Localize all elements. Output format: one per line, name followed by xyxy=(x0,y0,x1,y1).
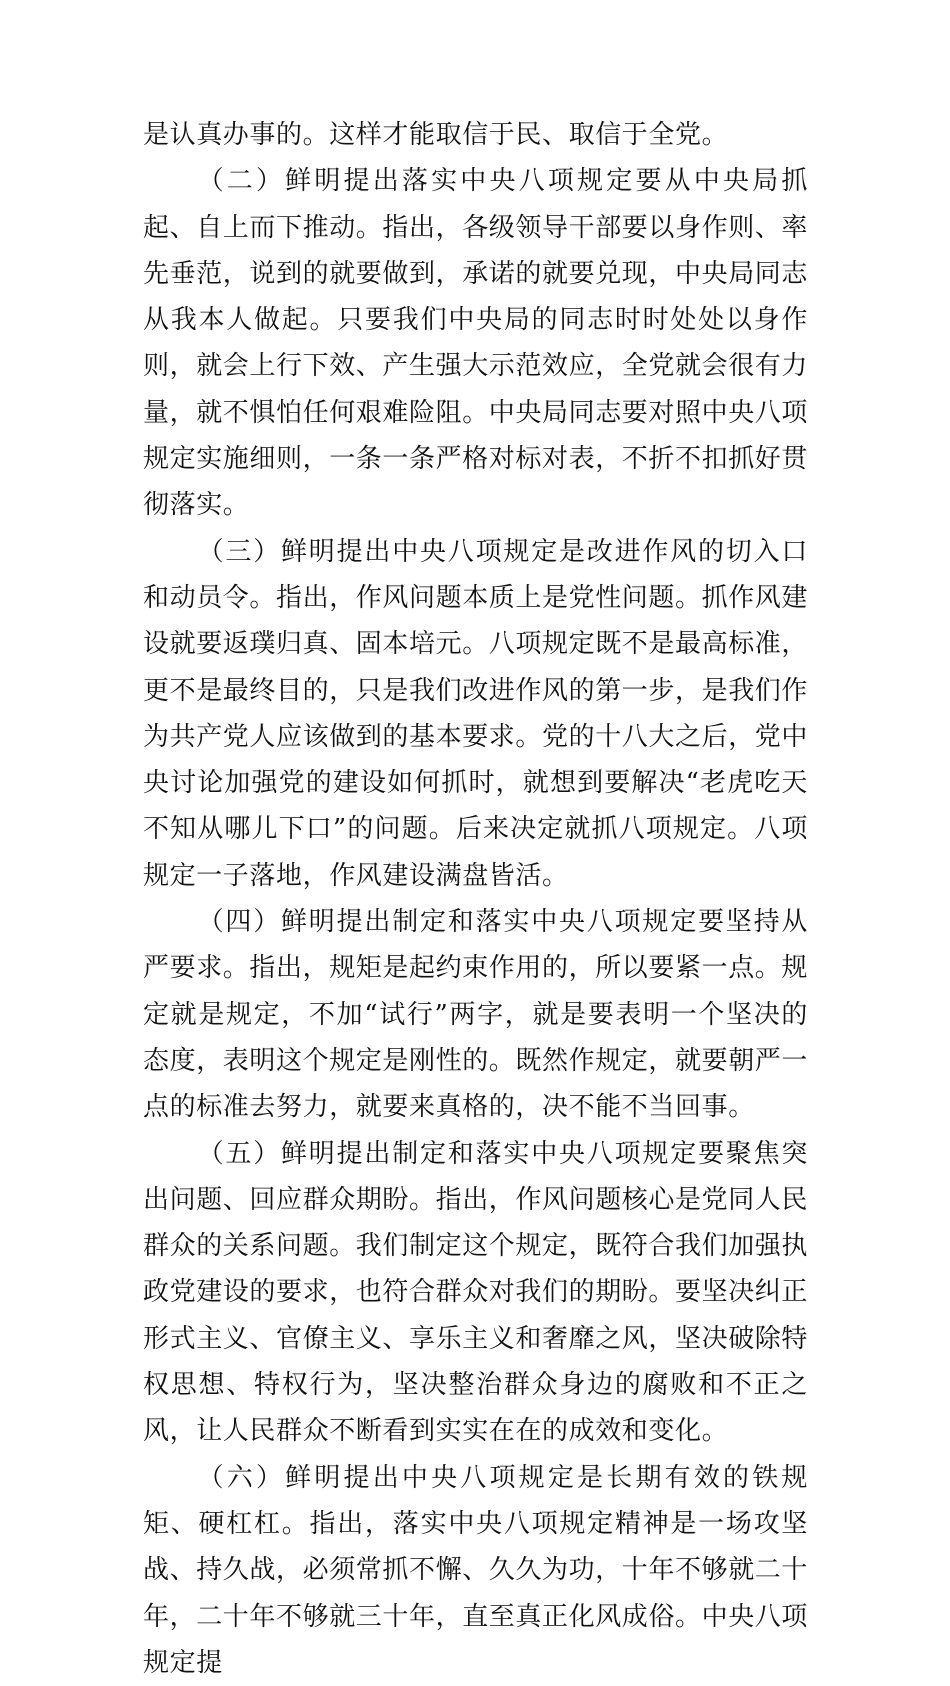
document-body xyxy=(143,112,808,1686)
paragraph-continuation: 是认真办事的。这样才能取信于民、取信于全党。 xyxy=(143,120,729,150)
paragraph-6: （六）鲜明提出中央八项规定是长期有效的铁规矩、硬杠杠。指出，落实中央八项规定精神是一场攻坚战、持久战，必须常抓不懈、久久为功，十年不够就二十年，二十年不够就三十年，直至真正化风成俗。中央八项规定提 xyxy=(143,1462,809,1678)
paragraph-3: （三）鲜明提出中央八项规定是改进作风的切入口和动员令。指出，作风问题本质上是党性问题。抓作风建设就要返璞归真、固本培元。八项规定既不是最高标准，更不是最终目的，只是我们改进作风的第一步，是我们作为共产党人应该做到的基本要求。党的十八大之后，党中央讨论加强党的建设如何抓时，就想到要解决“老虎吃天不知从哪儿下口”的问题。后来决定就抓八项规定。八项规定一子落地，作风建设满盘皆活。 xyxy=(143,536,809,891)
paragraph-2: （二）鲜明提出落实中央八项规定要从中央局抓起、自上而下推动。指出，各级领导干部要以身作则、率先垂范，说到的就要做到，承诺的就要兑现，中央局同志从我本人做起。只要我们中央局的同志时时处处以身作则，就会上行下效、产生强大示范效应，全党就会很有力量，就不惧怕任何艰难险阻。中央局同志要对照中央八项规定实施细则，一条一条严格对标对表，不折不扣抓好贯彻落实。 xyxy=(143,166,809,521)
paragraph-5: （五）鲜明提出制定和落实中央八项规定要聚焦突出问题、回应群众期盼。指出，作风问题核心是党同人民群众的关系问题。我们制定这个规定，既符合我们加强执政党建设的要求，也符合群众对我们的期盼。要坚决纠正形式主义、官僚主义、享乐主义和奢靡之风，坚决破除特权思想、特权行为，坚决整治群众身边的腐败和不正之风，让人民群众不断看到实实在在的成效和变化。 xyxy=(143,1138,809,1447)
paragraph-4: （四）鲜明提出制定和落实中央八项规定要坚持从严要求。指出，规矩是起约束作用的，所以要紧一点。规定就是规定，不加“试行”两字，就是要表明一个坚决的态度，表明这个规定是刚性的。既然作规定，就要朝严一点的标准去努力，就要来真格的，决不能不当回事。 xyxy=(143,907,809,1123)
